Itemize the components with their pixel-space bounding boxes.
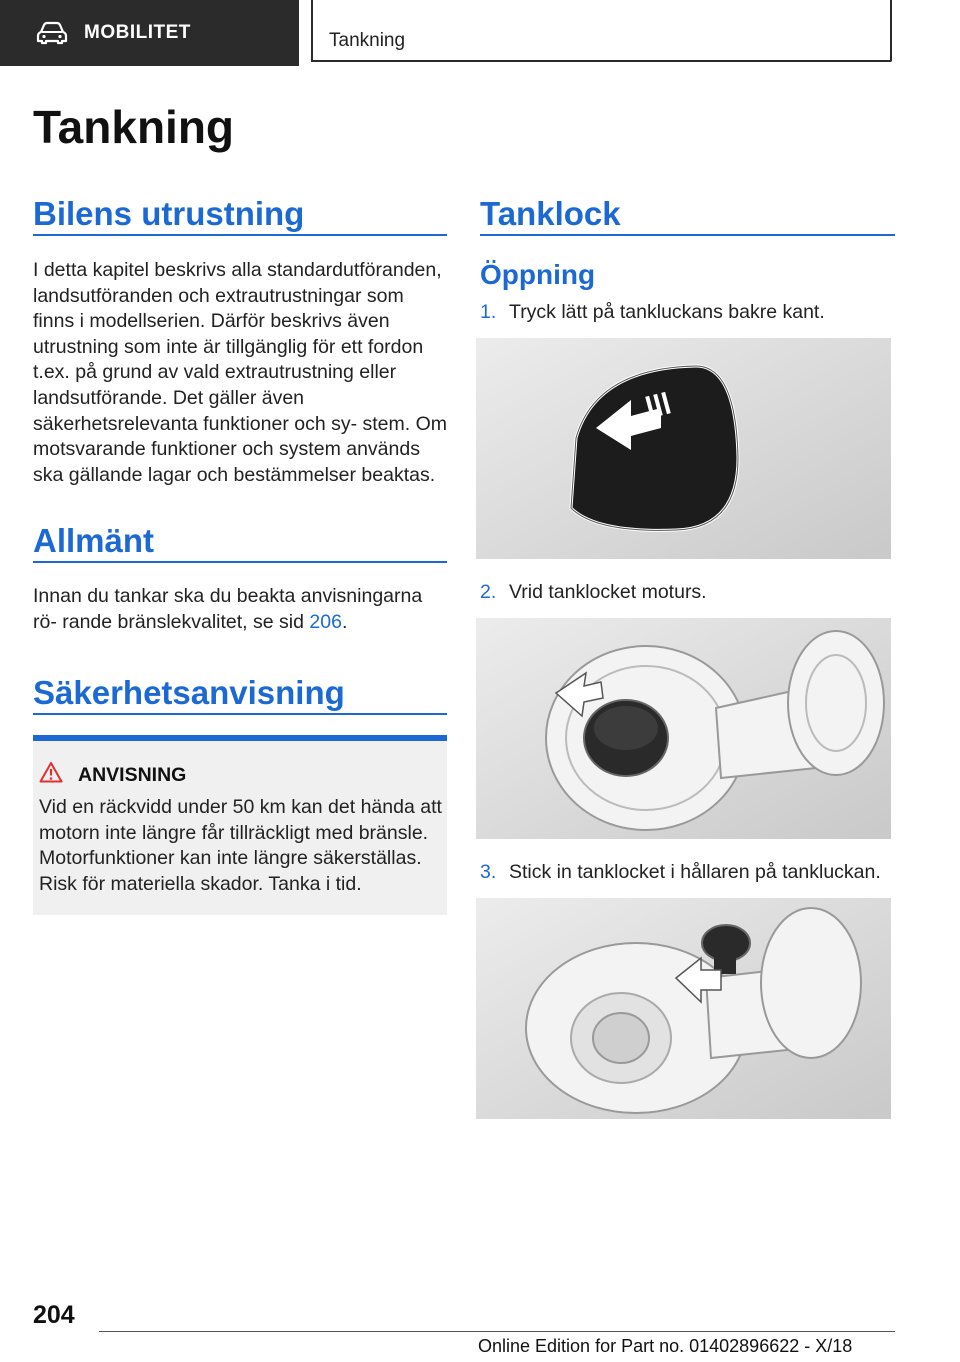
heading-rule: [33, 234, 447, 236]
heading-rule: [33, 561, 447, 563]
car-icon: [36, 21, 68, 45]
step-number: 1.: [480, 301, 497, 323]
notice-accent-bar: [33, 735, 447, 741]
heading-tanklock: Tanklock: [480, 195, 621, 232]
footer-edition: Online Edition for Part no. 01402896622 - X/18: [478, 1336, 853, 1356]
heading-rule: [480, 234, 895, 236]
step-text: Tryck lätt på tankluckans bakre kant.: [509, 301, 825, 323]
page-title: Tankning: [33, 101, 235, 153]
page-link[interactable]: 206: [309, 610, 342, 633]
step-1: [480, 301, 825, 324]
paragraph-allmant: [33, 584, 449, 635]
step-text: Vrid tanklocket moturs.: [509, 581, 707, 603]
step-number: 2.: [480, 581, 497, 603]
heading-rule: [33, 713, 447, 715]
step-2: [480, 581, 707, 604]
paragraph-text: Innan du tankar ska du beakta anvisningarna rö‐ rande bränslekvalitet, se sid: [33, 585, 423, 633]
illustration-fuel-flap-press: [476, 338, 891, 559]
heading-sakerhetsanvisning: Säkerhetsanvisning: [33, 674, 345, 711]
illustration-cap-holder: [476, 898, 891, 1119]
paragraph-text-end: .: [341, 610, 348, 633]
heading-bilens-utrustning: Bilens utrustning: [33, 195, 305, 232]
footer-rule: [99, 1331, 895, 1332]
step-3: [480, 861, 881, 884]
heading-allmant: Allmänt: [33, 522, 155, 559]
notice-title: ANVISNING: [78, 764, 187, 786]
step-number: 3.: [480, 861, 497, 883]
section-label: MOBILITET: [84, 22, 191, 43]
warning-triangle-icon: [39, 761, 63, 783]
chapter-tab: [311, 0, 892, 62]
step-text: Stick in tanklocket i hållaren på tankluckan.: [509, 861, 881, 883]
heading-oppning: Öppning: [480, 259, 596, 290]
page-number: 204: [33, 1301, 75, 1329]
notice-box: [33, 735, 447, 915]
paragraph-bilens-utrustning: I detta kapitel beskrivs alla standardutföranden, landsutföranden och extrautrustningar som finns i modellserien. Därför beskrivs även utrustning som inte är tillgänglig för ett fordon t.ex. på grund av vald extrautrustning eller landsutförande. Det gäller även säkerhetsrelevanta funktioner och sy‐ stem. Om motsvarande funktioner och system används ska gällande lagar och bestämmelser beaktas.: [33, 259, 448, 486]
section-header: [0, 0, 299, 66]
chapter-tab-label: Tankning: [329, 30, 406, 51]
notice-text: Vid en räckvidd under 50 km kan det hända att motorn inte längre får tillräckligt med bränsle. Motorfunktioner kan inte längre säkerställas. Risk för materiella skador. Tanka i tid.: [39, 796, 442, 895]
illustration-cap-unscrew: [476, 618, 891, 839]
